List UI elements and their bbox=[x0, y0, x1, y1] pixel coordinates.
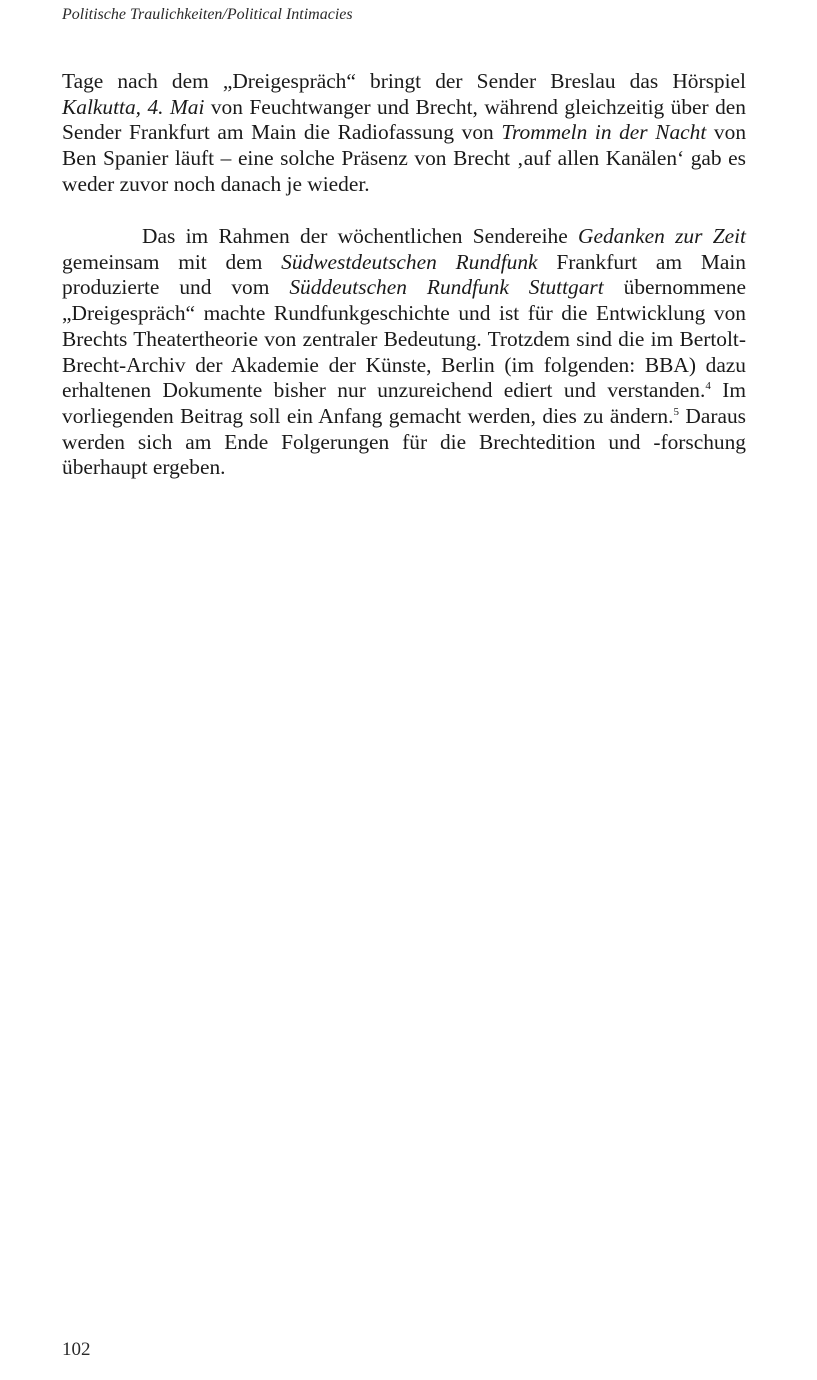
body-paragraph-2 bbox=[62, 224, 746, 481]
text-run: von Feuchtwanger und Brecht, während gleichzeitig über den Sender Frankfurt am Main die Radiofassung von bbox=[62, 94, 746, 145]
italic-title: Gedanken zur Zeit bbox=[578, 224, 746, 248]
text-run: Frankfurt am Main produzierte und vom bbox=[62, 249, 746, 300]
italic-title: Kalkutta, 4. Mai bbox=[62, 94, 205, 119]
italic-title: Südwestdeutschen Rundfunk bbox=[281, 249, 538, 274]
body-paragraph-1 bbox=[62, 69, 746, 198]
italic-title: Süddeutschen Rundfunk Stuttgart bbox=[289, 275, 604, 300]
text-run: von Ben Spanier läuft – eine solche Präsenz von Brecht ‚auf allen Kanälen‘ gab es weder zuvor noch danach je wieder. bbox=[62, 120, 747, 196]
text-run: Im vorliegenden Beitrag soll ein Anfang gemacht werden, dies zu ändern. bbox=[62, 378, 747, 428]
text-run: gemeinsam mit dem bbox=[62, 249, 282, 274]
footnote-ref[interactable]: 5 bbox=[673, 405, 679, 418]
text-run: übernommene „Dreigespräch“ machte Rundfunkgeschichte und ist für die Entwicklung von Brechts Theatertheorie von zentraler Bedeutung. Trotzdem sind die im Bertolt-Brecht-Archiv der Akademie der Künste, Berlin (im folgenden: BBA) dazu erhaltenen Dokumente bisher nur unzureichend ediert und verstanden. bbox=[62, 275, 746, 403]
running-head: Politische Traulichkeiten/Political Intimacies bbox=[62, 6, 353, 23]
text-run: Tage nach dem „Dreigespräch“ bringt der Sender Breslau das Hörspiel bbox=[62, 69, 746, 93]
text-run: Das im Rahmen der wöchentlichen Sendereihe bbox=[142, 224, 579, 248]
text-run: Daraus werden sich am Ende Folgerungen für die Brechtedition und -forschung überhaupt ergeben. bbox=[62, 403, 746, 480]
footnote-ref[interactable]: 4 bbox=[705, 380, 711, 393]
page-number: 102 bbox=[62, 1339, 91, 1360]
italic-title: Trommeln in der Nacht bbox=[501, 120, 707, 145]
